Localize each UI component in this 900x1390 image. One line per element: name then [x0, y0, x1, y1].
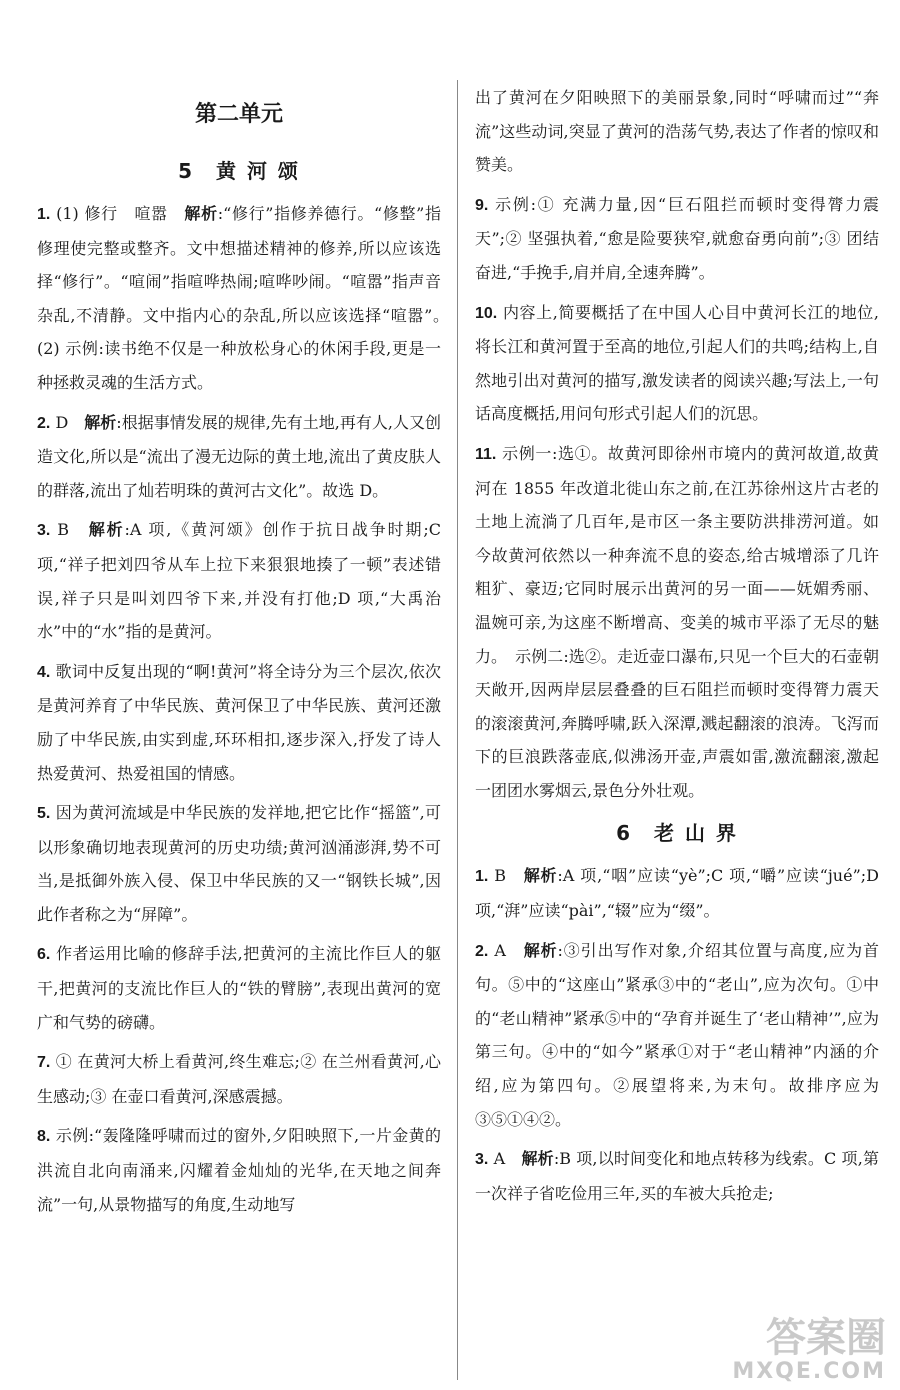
answer-number: 8.: [37, 1128, 51, 1146]
analysis-label: 解析: [521, 1149, 554, 1169]
lesson-6-answers: [475, 859, 879, 1210]
answer-item: [475, 1142, 879, 1210]
answer-text: :根据事情发展的规律,先有土地,再有人,人又创造文化,所以是“流出了漫无边际的黄土地,流出了黄皮肤人的群落,流出了灿若明珠的黄河古文化”。故选 D。: [37, 412, 441, 500]
answer-item: [37, 655, 441, 790]
answer-number: 4.: [37, 663, 51, 681]
watermark-logo: [732, 1316, 886, 1384]
answer-item: [37, 513, 441, 648]
left-column: [37, 93, 458, 1227]
analysis-label: 解析: [88, 520, 125, 540]
answer-item: [475, 934, 879, 1137]
unit-title: 第二单元: [194, 102, 283, 127]
answer-item: [37, 1045, 441, 1113]
answer-item: [37, 937, 441, 1039]
watermark-url: MXQE.COM: [732, 1359, 886, 1384]
analysis-label: 解析: [523, 866, 558, 886]
answer-text: B: [57, 520, 89, 540]
answer-item: [37, 406, 441, 508]
answer-text: 作者运用比喻的修辞手法,把黄河的主流比作巨人的躯干,把黄河的支流比作巨人的“铁的臂膀”,表现出黄河的宽广和气势的磅礴。: [37, 944, 441, 1032]
answer-continuation: 出了黄河在夕阳映照下的美丽景象,同时“呼啸而过”“奔流”这些动词,突显了黄河的浩荡气势,表达了作者的惊叹和赞美。: [475, 88, 879, 175]
answer-item: [37, 197, 458, 400]
answer-item: [475, 188, 879, 290]
analysis-label: 解析: [184, 204, 218, 223]
answer-text: 因为黄河流域是中华民族的发祥地,把它比作“摇篮”,可以形象确切地表现黄河的历史功绩;黄河汹涌澎湃,势不可当,是抵御外族入侵、保卫中华民族的又一“钢铁长城”,因此作者称之为“屏障”。: [37, 803, 441, 924]
answer-number: 9.: [475, 196, 489, 214]
answer-number: 6.: [37, 946, 51, 964]
answer-number: 1.: [475, 868, 489, 886]
answer-number: 2.: [37, 414, 51, 432]
answer-number: 3.: [475, 1151, 489, 1169]
answer-text: :“修行”指修养德行。“修整”指修理使完整或整齐。文中想描述精神的修养,所以应该选择“修行”。“喧闹”指喧哗热闹;喧哗吵闹。“喧嚣”指声音杂乱,不清静。文中指内心的杂乱,所以应该选择“喧嚣”。 (2) 示例:读书绝不仅是一种放松身心的休闲手段,更是一种拯救灵魂的生活方式。: [37, 204, 458, 392]
answer-number: 1.: [37, 206, 51, 223]
answer-item: [37, 1119, 441, 1221]
answer-text: 示例:“轰隆隆呼啸而过的窗外,夕阳映照下,一片金黄的洪流自北向南涌来,闪耀着金灿灿的光华,在天地之间奔流”一句,从景物描写的角度,生动地写: [37, 1126, 441, 1214]
answer-text: (1) 修行 喧嚣: [56, 204, 185, 223]
answer-text: :A 项,《黄河颂》创作于抗日战争时期;C 项,“祥子把刘四爷从车上拉下来狠狠地揍了一顿”表述错误,祥子只是叫刘四爷下来,并没有打他;D 项,“大禹治水”中的“水”指的是黄河。: [37, 520, 441, 642]
answer-number: 10.: [475, 304, 498, 322]
answer-number: 2.: [475, 942, 489, 960]
answer-text: :A 项,“咽”应读“yè”;C 项,“嚼”应读“jué”;D 项,“湃”应读“pài”,“辍”应为“缀”。: [475, 866, 879, 921]
answer-text: B: [494, 866, 524, 886]
watermark-text: 答案圈: [766, 1315, 886, 1361]
answer-number: 5.: [37, 805, 51, 823]
lesson-5-answers: [37, 197, 458, 1221]
answer-text: D: [55, 412, 85, 432]
answer-text: :③引出写作对象,介绍其位置与高度,应为首句。⑤中的“这座山”紧承③中的“老山”,应为次句。①中的“老山精神”紧承⑤中的“孕育并诞生了‘老山精神’”,应为第三句。④中的“如今”紧承①对于“老山精神”内涵的介绍,应为第四句。②展望将来,为末句。故排序应为③⑤①④②。: [475, 940, 879, 1129]
answer-text: :B 项,以时间变化和地点转移为线索。C 项,第一次祥子省吃俭用三年,买的车被大兵抢走;: [475, 1149, 879, 1203]
answer-text: 歌词中反复出现的“啊!黄河”将全诗分为三个层次,依次是黄河养育了中华民族、黄河保卫了中华民族、黄河还激励了中华民族,由实到虚,环环相扣,逐步深入,抒发了诗人热爱黄河、热爱祖国的情感。: [37, 661, 441, 783]
answer-text: ① 在黄河大桥上看黄河,终生难忘;② 在兰州看黄河,心生感动;③ 在壶口看黄河,深感震撼。: [37, 1052, 441, 1106]
answer-number: 11.: [475, 445, 497, 463]
answer-item: [475, 437, 879, 808]
lesson-title-5: 5 黄 河 颂: [178, 159, 300, 183]
right-column: [475, 81, 879, 1216]
column-divider: [457, 80, 458, 1380]
lesson-5-answers-continued: [475, 188, 879, 808]
answer-text: 示例:① 充满力量,因“巨石阻拦而顿时变得膂力震天”;② 坚强执着,“愈是险要狭窄,就愈奋勇向前”;③ 团结奋进,“手挽手,肩并肩,全速奔腾”。: [475, 194, 879, 282]
answer-text: 内容上,简要概括了在中国人心目中黄河长江的地位,将长江和黄河置于至高的地位,引起人们的共鸣;结构上,自然地引出对黄河的描写,激发读者的阅读兴趣;写法上,一句话高度概括,用问句形式引起人们的沉思。: [475, 302, 879, 424]
lesson-title-6: 6 老 山 界: [616, 821, 738, 846]
answer-text: A: [494, 940, 524, 960]
analysis-label: 解析: [523, 940, 558, 960]
answer-text: 示例一:选①。故黄河即徐州市境内的黄河故道,故黄河在 1855 年改道北徙山东之前,在江苏徐州这片古老的土地上流淌了几百年,是市区一条主要防洪排涝河道。如今故黄河依然以一种奔流不息的姿态,给古城增添了几许粗犷、豪迈;它同时展示出黄河的另一面——妩媚秀丽、温婉可亲,为这座不断增高、变美的城市平添了无尽的魅力。 示例二:选②。走近壶口瀑布,只见一个巨大的石壶朝天敞开,因两岸层层叠叠的巨石阻拦而顿时变得膂力震天的滚滚黄河,奔腾呼啸,跃入深潭,溅起翻滚的浪涛。飞泻而下的巨浪跌落壶底,似沸汤开壶,声震如雷,激流翻滚,激起一团团水雾烟云,景色分外壮观。: [475, 443, 879, 800]
answer-number: 3.: [37, 522, 51, 540]
answer-item: [475, 296, 879, 431]
answer-number: 7.: [37, 1054, 51, 1072]
answer-item: [37, 796, 441, 931]
analysis-label: 解析: [84, 412, 117, 432]
answer-item: [475, 859, 879, 927]
answer-text: A: [493, 1149, 522, 1169]
